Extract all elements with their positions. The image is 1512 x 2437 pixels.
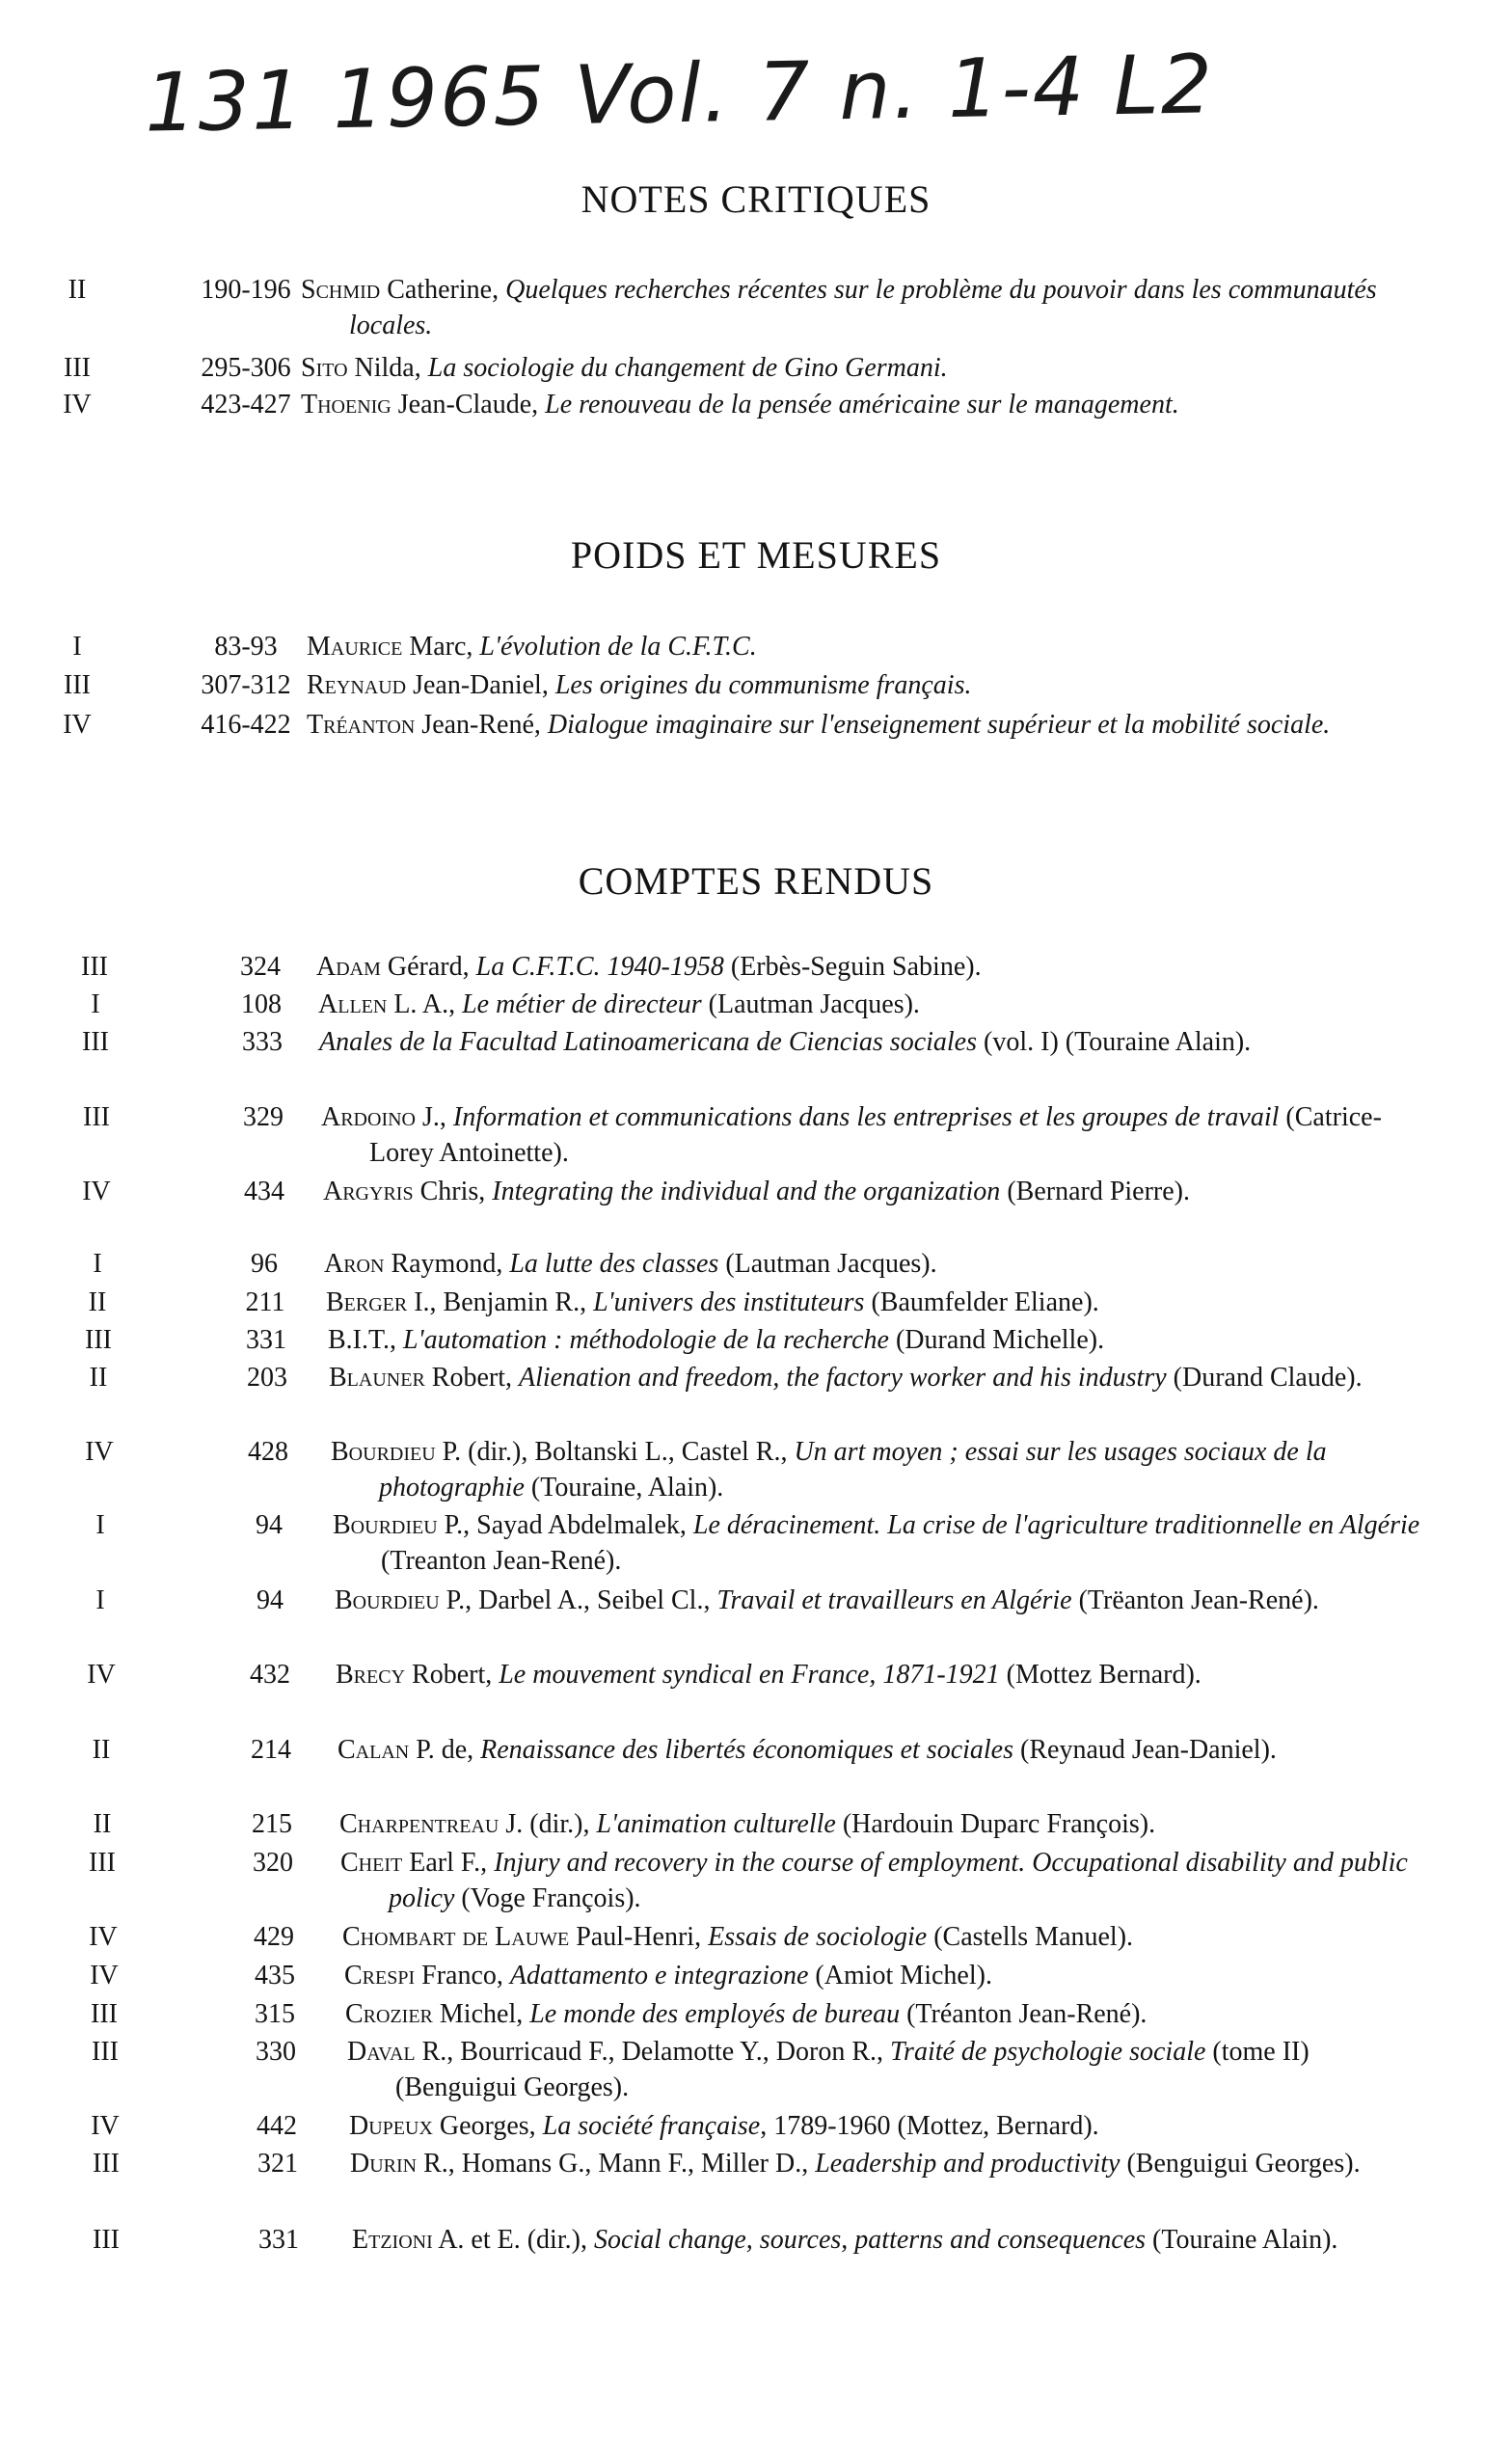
work-title: Adattamento e integrazione xyxy=(509,1961,809,1990)
author-name: Crespi xyxy=(344,1961,416,1990)
volume-number: I xyxy=(72,632,82,662)
author-details: A. et E. (dir.), xyxy=(432,2225,594,2255)
work-title: Injury and recovery in the course of employment. Occupational disability and public policy xyxy=(389,1848,1408,1913)
page-range: 211 xyxy=(245,1287,285,1317)
author-name: Charpentreau xyxy=(339,1809,500,1839)
entry-row xyxy=(0,1024,1512,1101)
reviewer-note: (Mottez Bernard). xyxy=(999,1660,1202,1690)
page-range: 321 xyxy=(257,2149,298,2179)
author-details: Earl F., xyxy=(402,1848,495,1878)
volume-number: I xyxy=(91,989,100,1019)
page-range: 423-427 xyxy=(201,390,291,420)
author-details: Marc, xyxy=(402,632,480,662)
page-range: 330 xyxy=(256,2037,296,2067)
author-name: Maurice xyxy=(307,632,403,662)
page-range: 432 xyxy=(250,1660,290,1690)
page-range: 333 xyxy=(242,1027,283,1057)
volume-number: III xyxy=(64,670,91,700)
volume-number: IV xyxy=(89,1922,118,1952)
reviewer-note: (Touraine Alain). xyxy=(1146,2225,1338,2255)
author-name: Berger xyxy=(326,1287,408,1317)
bibliographic-entry xyxy=(328,1322,1435,1358)
volume-number: III xyxy=(82,1027,109,1057)
entry-row xyxy=(0,2146,1512,2223)
author-name: Dupeux xyxy=(349,2111,433,2141)
volume-number: III xyxy=(85,1325,112,1355)
entry-row xyxy=(0,1732,1512,1809)
bibliographic-entry xyxy=(307,629,1435,664)
handwritten-annotation: 131 1965 Vol. 7 n. 1-4 L2 xyxy=(144,37,1215,150)
entry-row xyxy=(0,272,1512,349)
bibliographic-entry xyxy=(340,1845,1435,1916)
reviewer-note: (Reynaud Jean-Daniel). xyxy=(1013,1735,1277,1765)
author-details: Jean-René, xyxy=(415,710,548,740)
work-title: Le métier de directeur xyxy=(462,989,702,1019)
work-title: L'évolution de la C.F.T.C. xyxy=(479,632,757,662)
reviewer-note: (Erbès-Seguin Sabine). xyxy=(723,952,982,982)
reviewer-note: (Lautman Jacques). xyxy=(701,989,920,1019)
author-details: P. de, xyxy=(409,1735,481,1765)
volume-number: II xyxy=(68,275,87,305)
work-title: Leadership and productivity xyxy=(815,2149,1120,2179)
volume-number: I xyxy=(93,1249,102,1279)
author-details: J., xyxy=(416,1102,453,1132)
page-range: 331 xyxy=(258,2225,299,2255)
bibliographic-entry xyxy=(345,1996,1435,2032)
reviewer-note: (Voge François). xyxy=(454,1883,641,1913)
work-title: La société française xyxy=(542,2111,761,2141)
author-name: Allen xyxy=(318,989,388,1019)
bibliographic-entry xyxy=(338,1732,1435,1768)
volume-number: IV xyxy=(91,2111,120,2141)
bibliographic-entry xyxy=(323,1174,1435,1209)
entry-row xyxy=(0,1657,1512,1734)
volume-number: II xyxy=(93,1809,112,1839)
author-name: Bourdieu xyxy=(331,1437,436,1467)
page-range: 329 xyxy=(243,1102,284,1132)
author-name: Etzioni xyxy=(352,2225,433,2255)
work-title: La C.F.T.C. 1940-1958 xyxy=(475,952,724,982)
work-title: Le mouvement syndical en France, 1871-1921 xyxy=(499,1660,1000,1690)
work-title: L'univers des instituteurs xyxy=(593,1287,865,1317)
bibliographic-entry xyxy=(319,1024,1435,1060)
entry-row xyxy=(0,1845,1512,1922)
entry-row xyxy=(0,1583,1512,1660)
author-details: B.I.T., xyxy=(328,1325,404,1355)
reviewer-note: (Bernard Pierre). xyxy=(1000,1177,1190,1206)
volume-number: III xyxy=(89,1848,116,1878)
work-title: Anales de la Facultad Latinoamericana de Ciencias sociales xyxy=(319,1027,978,1057)
bibliographic-entry xyxy=(350,2146,1435,2181)
page-range: 94 xyxy=(256,1585,284,1615)
volume-number: III xyxy=(81,952,108,982)
reviewer-note: (Tréanton Jean-René). xyxy=(900,1999,1148,2029)
page-range: 416-422 xyxy=(201,710,291,740)
entry-row xyxy=(0,1360,1512,1437)
page-range: 96 xyxy=(251,1249,278,1279)
reviewer-note: (Durand Claude). xyxy=(1166,1363,1363,1393)
reviewer-note: (Treanton Jean-René). xyxy=(381,1546,622,1576)
reviewer-note: (Trëanton Jean-René). xyxy=(1071,1585,1319,1615)
bibliographic-entry xyxy=(326,1285,1435,1320)
bibliographic-entry xyxy=(301,350,1435,386)
reviewer-note: (Baumfelder Eliane). xyxy=(864,1287,1099,1317)
author-name: Sito xyxy=(301,353,348,383)
author-details: P. (dir.), Boltanski L., Castel R., xyxy=(435,1437,795,1467)
reviewer-note: (Hardouin Duparc François). xyxy=(835,1809,1156,1839)
reviewer-note: (tome II) (Benguigui Georges). xyxy=(395,2037,1310,2102)
author-name: Argyris xyxy=(323,1177,414,1206)
author-name: Calan xyxy=(338,1735,410,1765)
work-title: Alienation and freedom, the factory worker and his industry xyxy=(519,1363,1167,1393)
author-name: Adam xyxy=(316,952,381,982)
bibliographic-entry xyxy=(301,272,1435,343)
author-name: Daval xyxy=(347,2037,416,2067)
bibliographic-entry xyxy=(335,1583,1435,1618)
bibliographic-entry xyxy=(336,1657,1435,1692)
bibliographic-entry xyxy=(321,1099,1435,1171)
author-details: J. (dir.), xyxy=(499,1809,597,1839)
volume-number: III xyxy=(91,1999,118,2029)
bibliographic-entry xyxy=(342,1919,1435,1955)
volume-number: III xyxy=(93,2149,120,2179)
page-range: 442 xyxy=(256,2111,297,2141)
entry-row xyxy=(0,1174,1512,1251)
page-range: 315 xyxy=(255,1999,295,2029)
reviewer-note: (Touraine, Alain). xyxy=(524,1473,724,1503)
page-range: 190-196 xyxy=(201,275,291,305)
author-details: Robert, xyxy=(405,1660,500,1690)
author-details: Nilda, xyxy=(347,353,428,383)
author-details: Gérard, xyxy=(380,952,476,982)
bibliographic-entry xyxy=(331,1434,1435,1505)
volume-number: IV xyxy=(90,1961,119,1990)
author-details: L. A., xyxy=(387,989,463,1019)
page-range: 295-306 xyxy=(201,353,291,383)
bibliographic-entry xyxy=(349,2108,1435,2144)
author-name: Thoenig xyxy=(301,390,392,420)
page-range: 434 xyxy=(244,1177,284,1206)
entry-row xyxy=(0,707,1512,784)
bibliographic-entry xyxy=(347,2034,1435,2105)
reviewer-note: (Amiot Michel). xyxy=(808,1961,992,1990)
author-name: Blauner xyxy=(329,1363,425,1393)
author-name: Bourdieu xyxy=(335,1585,440,1615)
author-details: Robert, xyxy=(424,1363,519,1393)
author-details: R., Bourricaud F., Delamotte Y., Doron R., xyxy=(415,2037,891,2067)
volume-number: III xyxy=(64,353,91,383)
author-name: Schmid xyxy=(301,275,381,305)
work-title: Le monde des employés de bureau xyxy=(529,1999,901,2029)
entry-row xyxy=(0,387,1512,464)
author-details: Catherine, xyxy=(380,275,506,305)
reviewer-note: , 1789-1960 (Mottez, Bernard). xyxy=(760,2111,1099,2141)
work-title: Information et communications dans les entreprises et les groupes de travail xyxy=(452,1102,1280,1132)
bibliographic-entry xyxy=(307,667,1435,703)
work-title: Le déracinement. La crise de l'agriculture traditionnelle en Algérie xyxy=(692,1510,1420,1540)
work-title: La lutte des classes xyxy=(509,1249,719,1279)
reviewer-note: (Benguigui Georges). xyxy=(1120,2149,1361,2179)
author-details: I., Benjamin R., xyxy=(407,1287,594,1317)
bibliographic-entry xyxy=(307,707,1435,743)
author-details: Raymond, xyxy=(384,1249,510,1279)
work-title: Le renouveau de la pensée américaine sur le management. xyxy=(545,390,1179,420)
bibliographic-entry xyxy=(339,1806,1435,1842)
bibliographic-entry xyxy=(324,1246,1435,1282)
author-name: Reynaud xyxy=(307,670,407,700)
author-details: P., Sayad Abdelmalek, xyxy=(437,1510,693,1540)
volume-number: IV xyxy=(87,1660,116,1690)
bibliographic-entry xyxy=(352,2222,1435,2258)
volume-number: III xyxy=(83,1102,110,1132)
author-name: Ardoino xyxy=(321,1102,416,1132)
section-title-comptes: COMPTES RENDUS xyxy=(578,859,934,903)
volume-number: IV xyxy=(63,710,92,740)
reviewer-note: (Castells Manuel). xyxy=(927,1922,1134,1952)
page-range: 215 xyxy=(252,1809,292,1839)
volume-number: IV xyxy=(82,1177,111,1206)
author-name: Brecy xyxy=(336,1660,406,1690)
bibliographic-entry xyxy=(318,987,1435,1022)
page-range: 320 xyxy=(253,1848,293,1878)
author-details: Jean-Daniel, xyxy=(406,670,555,700)
work-title: Essais de sociologie xyxy=(708,1922,928,1952)
work-title: Un art moyen ; essai sur les usages sociaux de la photographie xyxy=(379,1437,1327,1503)
volume-number: I xyxy=(95,1510,105,1540)
reviewer-note: (Catrice-Lorey Antoinette). xyxy=(369,1102,1382,1168)
page-range: 108 xyxy=(241,989,282,1019)
entry-row xyxy=(0,1434,1512,1511)
section-title-notes: NOTES CRITIQUES xyxy=(580,177,932,221)
author-details: Chris, xyxy=(413,1177,493,1206)
entry-row xyxy=(0,1099,1512,1177)
volume-number: I xyxy=(95,1585,105,1615)
work-title: Social change, sources, patterns and consequences xyxy=(593,2225,1147,2255)
work-title: Dialogue imaginaire sur l'enseignement supérieur et la mobilité sociale. xyxy=(547,710,1331,740)
page-range: 94 xyxy=(256,1510,283,1540)
work-title: Renaissance des libertés économiques et sociales xyxy=(480,1735,1014,1765)
page-range: 331 xyxy=(246,1325,286,1355)
author-details: Georges, xyxy=(432,2111,543,2141)
section-title-poids: POIDS ET MESURES xyxy=(570,533,942,577)
work-title: Integrating the individual and the organization xyxy=(492,1177,1001,1206)
volume-number: II xyxy=(88,1287,107,1317)
work-title: Les origines du communisme français. xyxy=(554,670,972,700)
work-title: Quelques recherches récentes sur le problème du pouvoir dans les communautés locales. xyxy=(349,275,1377,340)
page-range: 214 xyxy=(251,1735,291,1765)
entry-row xyxy=(0,2034,1512,2111)
author-name: Crozier xyxy=(345,1999,433,2029)
volume-number: IV xyxy=(85,1437,114,1467)
author-details: Jean-Claude, xyxy=(391,390,546,420)
author-name: Bourdieu xyxy=(333,1510,438,1540)
bibliographic-entry xyxy=(333,1507,1435,1579)
volume-number: III xyxy=(92,2037,119,2067)
work-title: Travail et travailleurs en Algérie xyxy=(716,1585,1072,1615)
reviewer-note: (vol. I) (Touraine Alain). xyxy=(977,1027,1252,1057)
author-details: Paul-Henri, xyxy=(569,1922,709,1952)
page-range: 203 xyxy=(247,1363,287,1393)
reviewer-note: (Lautman Jacques). xyxy=(718,1249,937,1279)
work-title: Traité de psychologie sociale xyxy=(890,2037,1206,2067)
page-range: 307-312 xyxy=(201,670,291,700)
bibliographic-entry xyxy=(329,1360,1435,1395)
author-details: Franco, xyxy=(415,1961,510,1990)
entry-row xyxy=(0,2222,1512,2299)
bibliographic-entry xyxy=(344,1958,1435,1993)
author-name: Cheit xyxy=(340,1848,403,1878)
page-range: 83-93 xyxy=(214,632,278,662)
work-title: L'automation : méthodologie de la recherche xyxy=(403,1325,889,1355)
author-name: Durin xyxy=(350,2149,418,2179)
author-details: R., Homans G., Mann F., Miller D., xyxy=(417,2149,816,2179)
reviewer-note: (Durand Michelle). xyxy=(888,1325,1105,1355)
volume-number: IV xyxy=(63,390,92,420)
entry-row xyxy=(0,1507,1512,1584)
page-range: 429 xyxy=(254,1922,294,1952)
bibliographic-entry xyxy=(316,949,1435,985)
page-range: 435 xyxy=(255,1961,295,1990)
work-title: La sociologie du changement de Gino Germani. xyxy=(427,353,948,383)
author-name: Aron xyxy=(324,1249,385,1279)
page-range: 428 xyxy=(248,1437,288,1467)
author-details: P., Darbel A., Seibel Cl., xyxy=(439,1585,717,1615)
author-name: Chombart de Lauwe xyxy=(342,1922,570,1952)
volume-number: III xyxy=(93,2225,120,2255)
page-range: 324 xyxy=(240,952,281,982)
volume-number: II xyxy=(89,1363,108,1393)
author-details: Michel, xyxy=(432,1999,530,2029)
work-title: L'animation culturelle xyxy=(596,1809,836,1839)
bibliographic-entry xyxy=(301,387,1435,422)
author-name: Tréanton xyxy=(307,710,416,740)
volume-number: II xyxy=(92,1735,111,1765)
